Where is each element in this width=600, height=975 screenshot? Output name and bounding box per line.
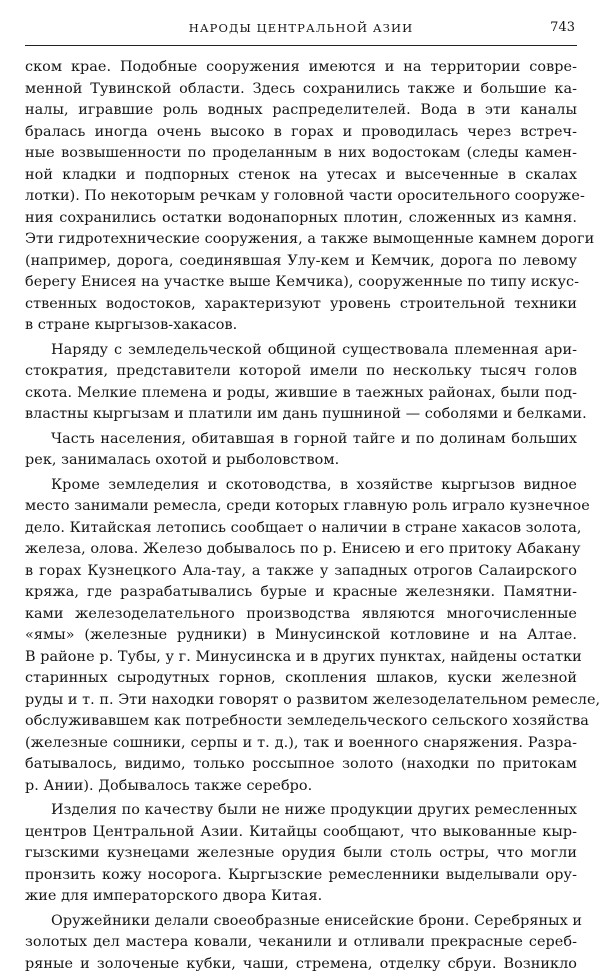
text-line: центров Центральной Азии. Китайцы сообщают, что выкованные кыр-	[25, 822, 577, 844]
text-line: менной Тувинской области. Здесь сохранились также и большие ка-	[25, 79, 577, 101]
text-line: р. Ании). Добывалось также серебро.	[25, 776, 577, 798]
paragraph	[25, 911, 577, 975]
text-line: В районе р. Тубы, у г. Минусинска и в других пунктах, найдены остатки	[25, 647, 577, 669]
paragraph	[25, 340, 577, 426]
text-line: (железные сошники, серпы и т. д.), так и военного снаряжения. Разра-	[25, 733, 577, 755]
text-line: золотых дел мастера ковали, чеканили и отливали прекрасные сереб-	[25, 932, 577, 954]
text-line: старинных сыродутных горнов, скопления шлаков, куски железной	[25, 668, 577, 690]
text-line: в стране кыргызов-хакасов.	[25, 315, 577, 337]
text-line: стократия, представители которой имели по нескольку тысяч голов	[25, 361, 577, 383]
text-line: в горах Кузнецкого Ала-тау, а также у западных отрогов Салаирского	[25, 561, 577, 583]
text-line: жие для императорского двора Китая.	[25, 886, 577, 908]
text-line: Наряду с земледельческой общиной существовала племенная ари-	[25, 340, 577, 362]
text-line: пронзить кожу носорога. Кыргызские ремесленники выделывали ору-	[25, 865, 577, 887]
text-line: место занимали ремесла, среди которых главную роль играло кузнечное	[25, 496, 577, 518]
text-line: ные возвышенности по проделанным в них водостокам (следы камен-	[25, 143, 577, 165]
paragraph	[25, 57, 577, 337]
text-line: властны кыргызам и платили им дань пушниной — соболями и белками.	[25, 404, 577, 426]
text-line: обслуживавшем как потребности земледельческого сельского хозяйства	[25, 711, 577, 733]
text-line: ками железоделательного производства являются многочисленные	[25, 604, 577, 626]
running-head	[25, 19, 577, 39]
text-line: батывалось, видимо, только россыпное золото (находки по притокам	[25, 754, 577, 776]
header-rule	[25, 45, 577, 46]
text-line: ственных водостоков, характеризуют уровень строительной техники	[25, 294, 577, 316]
text-line: бралась иногда очень высоко в горах и проводилась через встреч-	[25, 122, 577, 144]
text-line: ском крае. Подобные сооружения имеются и на территории совре-	[25, 57, 577, 79]
text-line: ряные и золоченые кубки, чаши, стремена, отделку сбруи. Возникло	[25, 954, 577, 975]
text-line: руды и т. п. Эти находки говорят о развитом железоделательном ремесле,	[25, 690, 577, 712]
text-line: лотки). По некоторым речкам у головной части оросительного сооруже-	[25, 186, 577, 208]
page-number: 743	[550, 20, 575, 35]
body-text	[25, 57, 577, 975]
text-line: гызскими кузнецами железные орудия были столь остры, что могли	[25, 843, 577, 865]
book-page	[25, 0, 577, 952]
text-line: железа, олова. Железо добывалось по р. Енисею и его притоку Абакану	[25, 539, 577, 561]
text-line: ной кладки и подпорных стенок на утесах и высеченные в скалах	[25, 165, 577, 187]
text-line: налы, игравшие роль водных распределителей. Вода в эти каналы	[25, 100, 577, 122]
text-line: (например, дорога, соединявшая Улу-кем и Кемчик, дорога по левому	[25, 251, 577, 273]
text-line: Эти гидротехнические сооружения, а также вымощенные камнем дороги	[25, 229, 577, 251]
text-line: кряжа, где разрабатывались бурые и красные железняки. Памятни-	[25, 582, 577, 604]
paragraph	[25, 800, 577, 908]
text-line: берегу Енисея на участке выше Кемчика), сооруженные по типу искус-	[25, 272, 577, 294]
text-line: дело. Китайская летопись сообщает о наличии в стране хакасов золота,	[25, 518, 577, 540]
text-line: Изделия по качеству были не ниже продукции других ремесленных	[25, 800, 577, 822]
text-line: Часть населения, обитавшая в горной тайге и по долинам больших	[25, 429, 577, 451]
text-line: «ямы» (железные рудники) в Минусинской котловине и на Алтае.	[25, 625, 577, 647]
running-title: НАРОДЫ ЦЕНТРАЛЬНОЙ АЗИИ	[25, 21, 577, 35]
text-line: скота. Мелкие племена и роды, жившие в таежных районах, были под-	[25, 383, 577, 405]
text-line: ния сохранились остатки водонапорных плотин, сложенных из камня.	[25, 208, 577, 230]
text-line: рек, занималась охотой и рыболовством.	[25, 450, 577, 472]
paragraph	[25, 429, 577, 472]
paragraph	[25, 475, 577, 798]
text-line: Оружейники делали своеобразные енисейские брони. Серебряных и	[25, 911, 577, 933]
text-line: Кроме земледелия и скотоводства, в хозяйстве кыргызов видное	[25, 475, 577, 497]
